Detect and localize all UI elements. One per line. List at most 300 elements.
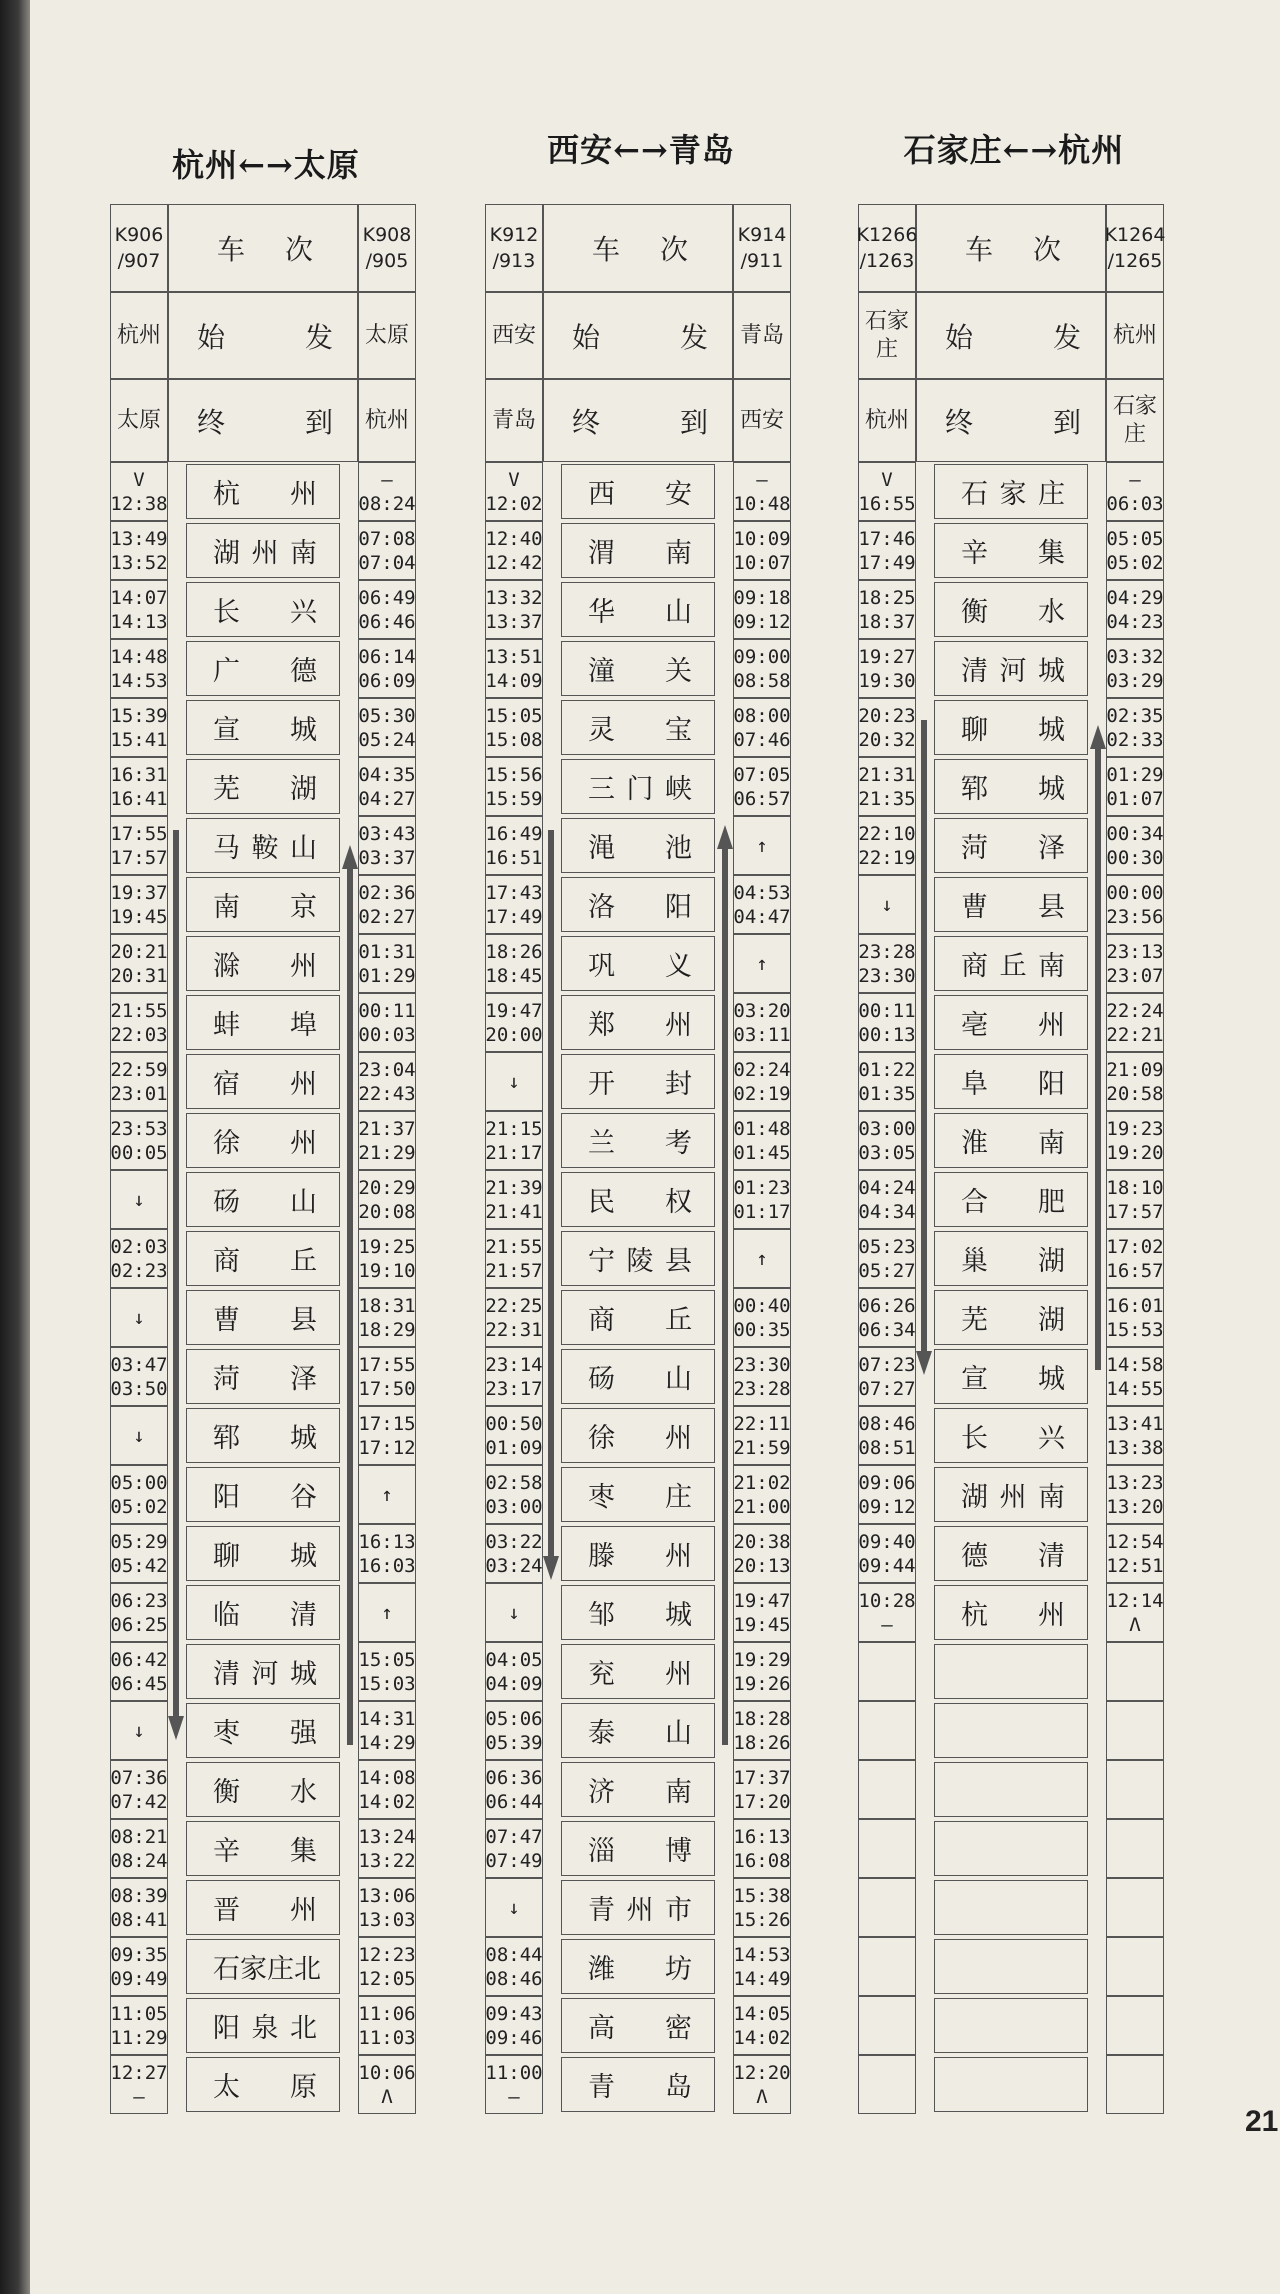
time-value: 03:50 bbox=[110, 1377, 168, 1400]
header-char: 次 bbox=[284, 233, 313, 266]
dest-station-right: 石家 庄 bbox=[1106, 379, 1164, 462]
time-value: 09:00 bbox=[733, 645, 791, 668]
station-char: 安 bbox=[665, 479, 692, 510]
time-value: 19:25 bbox=[358, 1235, 416, 1258]
time-value: 15:38 bbox=[733, 1884, 791, 1907]
station-char: 德 bbox=[290, 656, 317, 687]
station-char: 渭 bbox=[588, 538, 615, 569]
time-value: 08:39 bbox=[110, 1884, 168, 1907]
time-value: 23:28 bbox=[858, 940, 916, 963]
station-char: 州 bbox=[290, 951, 317, 982]
header-char: 到 bbox=[1052, 405, 1081, 439]
time-value: 14:07 bbox=[110, 586, 168, 609]
time-value: 06:25 bbox=[110, 1613, 168, 1636]
station-char: 丘 bbox=[665, 1305, 692, 1336]
station-char: 南 bbox=[1038, 951, 1065, 982]
time-value: 14:31 bbox=[358, 1707, 416, 1730]
time-value: 18:45 bbox=[485, 964, 543, 987]
station-char: 石 bbox=[961, 479, 988, 510]
time-value: 03:22 bbox=[485, 1530, 543, 1553]
station-char: 集 bbox=[290, 1836, 317, 1867]
time-value: 09:44 bbox=[858, 1554, 916, 1577]
time-value: 20:00 bbox=[485, 1023, 543, 1046]
time-value: ↓ bbox=[133, 1424, 145, 1447]
time-value: 16:51 bbox=[485, 846, 543, 869]
time-value: ↑ bbox=[381, 1483, 393, 1506]
time-value: 14:48 bbox=[110, 645, 168, 668]
station-char: 泉 bbox=[251, 2013, 279, 2044]
time-value: 15:56 bbox=[485, 763, 543, 786]
station-char: 南 bbox=[1038, 1128, 1065, 1159]
time-value: 12:42 bbox=[485, 551, 543, 574]
time-value: 20:58 bbox=[1106, 1082, 1164, 1105]
station-char: 州 bbox=[665, 1541, 692, 1572]
station-char: 南 bbox=[665, 538, 692, 569]
time-value: 01:29 bbox=[358, 964, 416, 987]
station-char: 州 bbox=[1038, 1010, 1065, 1041]
time-value: 01:31 bbox=[358, 940, 416, 963]
time-value: 22:59 bbox=[110, 1058, 168, 1081]
station-char: 商 bbox=[588, 1305, 615, 1336]
station-char: 县 bbox=[290, 1305, 317, 1336]
time-value: 08:00 bbox=[733, 704, 791, 727]
time-value: Λ bbox=[1129, 1613, 1141, 1636]
time-value: 17:43 bbox=[485, 881, 543, 904]
time-value: 04:23 bbox=[1106, 610, 1164, 633]
time-value: 11:06 bbox=[358, 2002, 416, 2025]
time-value: 14:53 bbox=[110, 669, 168, 692]
time-value: 08:46 bbox=[858, 1412, 916, 1435]
time-value: 09:12 bbox=[733, 610, 791, 633]
station-char: 湖 bbox=[213, 538, 240, 569]
time-value: 02:24 bbox=[733, 1058, 791, 1081]
time-value: 14:29 bbox=[358, 1731, 416, 1754]
header-char: 车 bbox=[591, 233, 620, 266]
station-char: 枣 bbox=[588, 1482, 615, 1513]
station-char: 坊 bbox=[665, 1954, 692, 1985]
time-value: 19:23 bbox=[1106, 1117, 1164, 1140]
time-value: 23:30 bbox=[733, 1353, 791, 1376]
station-char: 考 bbox=[665, 1128, 692, 1159]
station-char: 峡 bbox=[665, 774, 692, 805]
time-value: 09:40 bbox=[858, 1530, 916, 1553]
station-char: 清 bbox=[213, 1659, 240, 1690]
up-arrow-head bbox=[342, 845, 358, 869]
time-value: 21:55 bbox=[110, 999, 168, 1022]
train-number-right: K1264 /1265 bbox=[1106, 204, 1164, 292]
timetable-block bbox=[110, 0, 422, 2294]
time-value: 20:21 bbox=[110, 940, 168, 963]
station-char: 清 bbox=[961, 656, 988, 687]
time-value: 13:32 bbox=[485, 586, 543, 609]
station-char: 封 bbox=[665, 1069, 692, 1100]
route-title: 西安←→青岛 bbox=[547, 131, 735, 169]
station-char: 湖 bbox=[961, 1482, 988, 1513]
time-value: 07:47 bbox=[485, 1825, 543, 1848]
station-char: 北 bbox=[294, 1954, 321, 1985]
time-value: 13:38 bbox=[1106, 1436, 1164, 1459]
station-char: 阳 bbox=[213, 2013, 240, 2044]
station-char: 陵 bbox=[626, 1246, 654, 1277]
time-value: 15:08 bbox=[485, 728, 543, 751]
time-value: 05:42 bbox=[110, 1554, 168, 1577]
station-char: 宿 bbox=[213, 1069, 240, 1100]
dest-station-right: 杭州 bbox=[358, 379, 416, 462]
time-value: 03:11 bbox=[733, 1023, 791, 1046]
station-char: 西 bbox=[588, 479, 615, 510]
station-char: 郑 bbox=[588, 1010, 615, 1041]
time-value: 05:05 bbox=[1106, 527, 1164, 550]
time-value: 07:49 bbox=[485, 1849, 543, 1872]
station-char: 城 bbox=[665, 1600, 692, 1631]
time-value: 14:53 bbox=[733, 1943, 791, 1966]
station-char: 邹 bbox=[588, 1600, 615, 1631]
time-value: 19:37 bbox=[110, 881, 168, 904]
origin-station-right: 杭州 bbox=[1106, 292, 1164, 379]
time-value: 06:57 bbox=[733, 787, 791, 810]
station-char: 宣 bbox=[213, 715, 240, 746]
station-char: 京 bbox=[290, 892, 317, 923]
time-value: 00:40 bbox=[733, 1294, 791, 1317]
station-char: 潼 bbox=[588, 656, 615, 687]
time-value: 15:05 bbox=[358, 1648, 416, 1671]
time-value: 17:46 bbox=[858, 527, 916, 550]
time-value: 03:29 bbox=[1106, 669, 1164, 692]
station-char: 州 bbox=[999, 1482, 1027, 1513]
time-value: 13:52 bbox=[110, 551, 168, 574]
time-value: 22:31 bbox=[485, 1318, 543, 1341]
time-value: 21:37 bbox=[358, 1117, 416, 1140]
time-value: 16:55 bbox=[858, 492, 916, 515]
station-char: 泽 bbox=[290, 1364, 317, 1395]
time-value: 15:41 bbox=[110, 728, 168, 751]
time-value: 01:07 bbox=[1106, 787, 1164, 810]
station-char: 肥 bbox=[1038, 1187, 1065, 1218]
time-value: 05:02 bbox=[110, 1495, 168, 1518]
station-char: 谷 bbox=[290, 1482, 317, 1513]
time-value: 18:29 bbox=[358, 1318, 416, 1341]
time-value: 00:50 bbox=[485, 1412, 543, 1435]
station-char: 徐 bbox=[588, 1423, 615, 1454]
time-value: 01:09 bbox=[485, 1436, 543, 1459]
time-value: 21:17 bbox=[485, 1141, 543, 1164]
up-arrow-head bbox=[717, 825, 733, 849]
time-value: 06:09 bbox=[358, 669, 416, 692]
page-number: 21 bbox=[1245, 2105, 1279, 2138]
header-char: 到 bbox=[679, 405, 708, 439]
time-value: 17:50 bbox=[358, 1377, 416, 1400]
timetable-block bbox=[858, 0, 1170, 2294]
time-value: 19:30 bbox=[858, 669, 916, 692]
station-char: 丘 bbox=[999, 951, 1027, 982]
direction-arrows bbox=[485, 0, 797, 2294]
station-char: 城 bbox=[1038, 1364, 1065, 1395]
station-char: 临 bbox=[213, 1600, 240, 1631]
time-value: 09:12 bbox=[858, 1495, 916, 1518]
time-value: 19:45 bbox=[733, 1613, 791, 1636]
time-value: 10:06 bbox=[358, 2061, 416, 2084]
time-value: – bbox=[381, 468, 393, 491]
time-value: 18:31 bbox=[358, 1294, 416, 1317]
time-value: 06:14 bbox=[358, 645, 416, 668]
time-value: 07:23 bbox=[858, 1353, 916, 1376]
time-value: 04:27 bbox=[358, 787, 416, 810]
time-value: 04:05 bbox=[485, 1648, 543, 1671]
time-value: 20:31 bbox=[110, 964, 168, 987]
header-char: 始 bbox=[945, 320, 974, 354]
time-value: 22:24 bbox=[1106, 999, 1164, 1022]
station-char: 家 bbox=[999, 479, 1027, 510]
station-char: 枣 bbox=[213, 1718, 240, 1749]
station-char: 集 bbox=[1038, 538, 1065, 569]
station-char: 辛 bbox=[961, 538, 988, 569]
time-value: 23:30 bbox=[858, 964, 916, 987]
time-value: 06:49 bbox=[358, 586, 416, 609]
time-value: 17:57 bbox=[110, 846, 168, 869]
station-char: 湖 bbox=[290, 774, 317, 805]
dest-station-left: 杭州 bbox=[858, 379, 916, 462]
time-value: 07:04 bbox=[358, 551, 416, 574]
time-value: 06:36 bbox=[485, 1766, 543, 1789]
header-char: 发 bbox=[304, 320, 333, 354]
time-value: 09:49 bbox=[110, 1967, 168, 1990]
time-value: 17:49 bbox=[485, 905, 543, 928]
book-spine bbox=[0, 0, 30, 2294]
station-char: 衡 bbox=[213, 1777, 240, 1808]
time-value: 21:41 bbox=[485, 1200, 543, 1223]
station-char: 州 bbox=[665, 1010, 692, 1041]
time-value: 13:49 bbox=[110, 527, 168, 550]
station-char: 阳 bbox=[1038, 1069, 1065, 1100]
header-char: 次 bbox=[1032, 233, 1061, 266]
time-value: 05:24 bbox=[358, 728, 416, 751]
station-char: 山 bbox=[665, 597, 692, 628]
station-char: 州 bbox=[1038, 1600, 1065, 1631]
time-value: 08:24 bbox=[358, 492, 416, 515]
time-value: 02:36 bbox=[358, 881, 416, 904]
station-char: 宣 bbox=[961, 1364, 988, 1395]
time-value: 11:03 bbox=[358, 2026, 416, 2049]
time-value: 16:41 bbox=[110, 787, 168, 810]
station-char: 州 bbox=[290, 1895, 317, 1926]
time-value: 22:03 bbox=[110, 1023, 168, 1046]
time-value: 13:37 bbox=[485, 610, 543, 633]
station-char: 蚌 bbox=[213, 1010, 240, 1041]
time-value: 16:49 bbox=[485, 822, 543, 845]
station-char: 聊 bbox=[961, 715, 988, 746]
time-value: 05:39 bbox=[485, 1731, 543, 1754]
station-char: 开 bbox=[588, 1069, 615, 1100]
station-char: 县 bbox=[1038, 892, 1065, 923]
time-value: 22:43 bbox=[358, 1082, 416, 1105]
time-value: 02:23 bbox=[110, 1259, 168, 1282]
time-value: 15:03 bbox=[358, 1672, 416, 1695]
header-char: 车 bbox=[964, 233, 993, 266]
time-value: 05:06 bbox=[485, 1707, 543, 1730]
time-value: 12:51 bbox=[1106, 1554, 1164, 1577]
time-value: 04:24 bbox=[858, 1176, 916, 1199]
header-char: 终 bbox=[572, 405, 601, 439]
header-char: 终 bbox=[945, 405, 974, 439]
time-value: 00:35 bbox=[733, 1318, 791, 1341]
time-value: 17:02 bbox=[1106, 1235, 1164, 1258]
time-value: 16:31 bbox=[110, 763, 168, 786]
time-value: 09:06 bbox=[858, 1471, 916, 1494]
time-value: 07:42 bbox=[110, 1790, 168, 1813]
time-value: 13:06 bbox=[358, 1884, 416, 1907]
time-value: 13:22 bbox=[358, 1849, 416, 1872]
station-char: 菏 bbox=[213, 1364, 240, 1395]
time-value: 23:01 bbox=[110, 1082, 168, 1105]
time-value: 07:05 bbox=[733, 763, 791, 786]
train-number-right: K914 /911 bbox=[733, 204, 791, 292]
time-value: 17:37 bbox=[733, 1766, 791, 1789]
station-char: 晋 bbox=[213, 1895, 240, 1926]
station-char: 聊 bbox=[213, 1541, 240, 1572]
time-value: 05:23 bbox=[858, 1235, 916, 1258]
time-value: 15:05 bbox=[485, 704, 543, 727]
time-value: 19:27 bbox=[858, 645, 916, 668]
station-char: 山 bbox=[665, 1718, 692, 1749]
time-value: 18:26 bbox=[485, 940, 543, 963]
time-value: 22:10 bbox=[858, 822, 916, 845]
station-char: 泽 bbox=[1038, 833, 1065, 864]
time-value: 06:03 bbox=[1106, 492, 1164, 515]
station-char: 兴 bbox=[290, 597, 317, 628]
station-char: 郓 bbox=[961, 774, 988, 805]
time-value: 00:11 bbox=[858, 999, 916, 1022]
station-char: 巢 bbox=[961, 1246, 988, 1277]
time-value: 19:47 bbox=[733, 1589, 791, 1612]
station-char: 城 bbox=[1038, 774, 1065, 805]
time-value: 12:23 bbox=[358, 1943, 416, 1966]
header-char: 终 bbox=[197, 405, 226, 439]
time-value: 14:09 bbox=[485, 669, 543, 692]
time-value: 06:45 bbox=[110, 1672, 168, 1695]
time-value: 00:00 bbox=[1106, 881, 1164, 904]
time-value: 23:07 bbox=[1106, 964, 1164, 987]
time-value: 14:58 bbox=[1106, 1353, 1164, 1376]
time-value: 14:05 bbox=[733, 2002, 791, 2025]
station-char: 曹 bbox=[213, 1305, 240, 1336]
time-value: 22:11 bbox=[733, 1412, 791, 1435]
time-value: 06:34 bbox=[858, 1318, 916, 1341]
station-char: 高 bbox=[588, 2013, 615, 2044]
station-char: 砀 bbox=[213, 1187, 240, 1218]
time-value: 03:00 bbox=[858, 1117, 916, 1140]
time-value: 17:20 bbox=[733, 1790, 791, 1813]
station-char: 县 bbox=[665, 1246, 692, 1277]
time-value: 07:36 bbox=[110, 1766, 168, 1789]
station-char: 商 bbox=[213, 1246, 240, 1277]
time-value: 04:34 bbox=[858, 1200, 916, 1223]
station-char: 水 bbox=[290, 1777, 317, 1808]
time-value: 23:17 bbox=[485, 1377, 543, 1400]
time-value: 08:41 bbox=[110, 1908, 168, 1931]
station-char: 马 bbox=[213, 833, 240, 864]
station-char: 湖 bbox=[1038, 1305, 1065, 1336]
time-value: 03:32 bbox=[1106, 645, 1164, 668]
time-value: 02:58 bbox=[485, 1471, 543, 1494]
time-value: – bbox=[1129, 468, 1141, 491]
station-char: 淮 bbox=[961, 1128, 988, 1159]
time-value: 01:35 bbox=[858, 1082, 916, 1105]
time-value: 01:17 bbox=[733, 1200, 791, 1223]
origin-station-left: 石家 庄 bbox=[858, 292, 916, 379]
time-value: 12:02 bbox=[485, 492, 543, 515]
time-value: 00:34 bbox=[1106, 822, 1164, 845]
time-value: 22:25 bbox=[485, 1294, 543, 1317]
station-char: 长 bbox=[213, 597, 240, 628]
time-value: 03:05 bbox=[858, 1141, 916, 1164]
station-char: 密 bbox=[665, 2013, 692, 2044]
time-value: 02:19 bbox=[733, 1082, 791, 1105]
station-char: 湖 bbox=[1038, 1246, 1065, 1277]
time-value: 04:47 bbox=[733, 905, 791, 928]
time-value: 14:13 bbox=[110, 610, 168, 633]
time-value: ↓ bbox=[133, 1188, 145, 1211]
station-char: 芜 bbox=[213, 774, 240, 805]
time-value: 18:25 bbox=[858, 586, 916, 609]
time-value: 01:29 bbox=[1106, 763, 1164, 786]
time-value: – bbox=[508, 2085, 520, 2108]
dest-station-left: 青岛 bbox=[485, 379, 543, 462]
station-char: 亳 bbox=[961, 1010, 988, 1041]
station-char: 门 bbox=[626, 774, 654, 805]
time-value: 04:53 bbox=[733, 881, 791, 904]
time-value: 20:13 bbox=[733, 1554, 791, 1577]
station-char: 庄 bbox=[267, 1954, 294, 1985]
station-char: 华 bbox=[588, 597, 615, 628]
time-value: 21:59 bbox=[733, 1436, 791, 1459]
time-value: 01:22 bbox=[858, 1058, 916, 1081]
time-value: 04:35 bbox=[358, 763, 416, 786]
route-title: 石家庄←→杭州 bbox=[903, 131, 1125, 169]
station-char: 徐 bbox=[213, 1128, 240, 1159]
station-char: 石 bbox=[213, 1954, 240, 1985]
station-char: 长 bbox=[961, 1423, 988, 1454]
time-value: 17:49 bbox=[858, 551, 916, 574]
station-char: 德 bbox=[961, 1541, 988, 1572]
time-value: 18:37 bbox=[858, 610, 916, 633]
time-value: 00:03 bbox=[358, 1023, 416, 1046]
station-char: 南 bbox=[213, 892, 240, 923]
station-char: 城 bbox=[1038, 715, 1065, 746]
station-char: 水 bbox=[1038, 597, 1065, 628]
origin-station-left: 西安 bbox=[485, 292, 543, 379]
train-number-right: K908 /905 bbox=[358, 204, 416, 292]
time-value: 14:55 bbox=[1106, 1377, 1164, 1400]
time-value: 06:46 bbox=[358, 610, 416, 633]
timetable-page bbox=[30, 0, 1280, 2294]
time-value: 09:18 bbox=[733, 586, 791, 609]
route-title: 杭州←→太原 bbox=[172, 146, 360, 184]
time-value: 06:26 bbox=[858, 1294, 916, 1317]
station-char: 青 bbox=[588, 1895, 615, 1926]
time-value: 05:30 bbox=[358, 704, 416, 727]
time-value: 15:53 bbox=[1106, 1318, 1164, 1341]
station-char: 城 bbox=[290, 1423, 317, 1454]
station-char: 市 bbox=[665, 1895, 692, 1926]
station-char: 州 bbox=[290, 1128, 317, 1159]
time-value: 15:39 bbox=[110, 704, 168, 727]
time-value: 02:27 bbox=[358, 905, 416, 928]
header-char: 发 bbox=[1052, 320, 1081, 354]
station-char: 巩 bbox=[588, 951, 615, 982]
time-value: 20:29 bbox=[358, 1176, 416, 1199]
time-value: 14:49 bbox=[733, 1967, 791, 1990]
station-char: 潍 bbox=[588, 1954, 615, 1985]
